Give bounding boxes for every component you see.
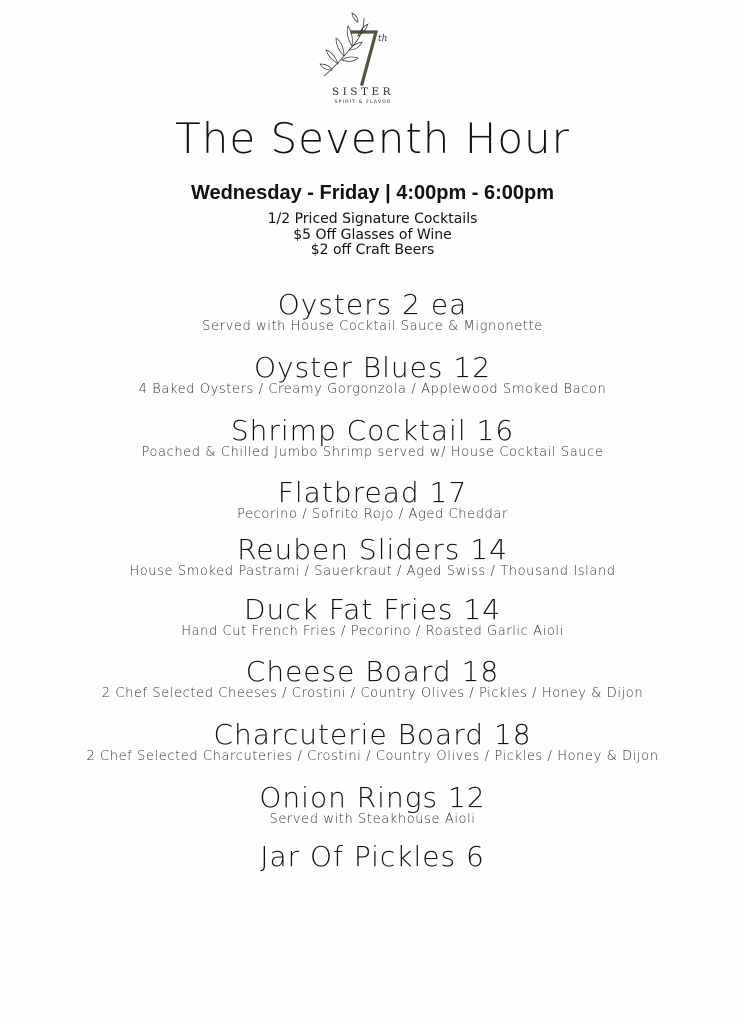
menu-item bbox=[0, 535, 745, 579]
menu-item bbox=[0, 478, 745, 522]
item-name: Onion Rings 12 bbox=[259, 781, 486, 814]
seventh-sister-logo-icon bbox=[318, 12, 408, 90]
deal-item: 1/2 Priced Signature Cocktails bbox=[267, 211, 478, 227]
menu-item bbox=[0, 416, 745, 460]
menu-item bbox=[0, 290, 745, 334]
logo bbox=[318, 12, 408, 110]
item-description: 4 Baked Oysters / Creamy Gorgonzola / Applewood Smoked Bacon bbox=[138, 382, 607, 397]
item-name: Duck Fat Fries 14 bbox=[243, 593, 502, 626]
item-name: Oyster Blues 12 bbox=[253, 351, 492, 384]
page-title: The Seventh Hour bbox=[175, 114, 570, 163]
logo-tagline: SPIRIT & FLAVOR bbox=[334, 100, 392, 105]
deals-list bbox=[0, 212, 745, 259]
item-description: Hand Cut French Fries / Pecorino / Roasted Garlic Aioli bbox=[181, 624, 564, 639]
item-name: Oysters 2 ea bbox=[277, 288, 468, 321]
item-name: Jar Of Pickles 6 bbox=[260, 840, 485, 873]
menu-item bbox=[0, 595, 745, 639]
item-description: Served with Steakhouse Aioli bbox=[269, 812, 476, 827]
item-description: Poached & Chilled Jumbo Shrimp served w/ House Cocktail Sauce bbox=[141, 445, 604, 460]
item-description: House Smoked Pastrami / Sauerkraut / Aged Swiss / Thousand Island bbox=[129, 564, 616, 579]
hours-text: Wednesday - Friday | 4:00pm - 6:00pm bbox=[190, 182, 555, 204]
deal-item: $5 Off Glasses of Wine bbox=[293, 226, 452, 243]
item-description: Served with House Cocktail Sauce & Mignonette bbox=[202, 319, 543, 334]
item-name: Cheese Board 18 bbox=[245, 655, 500, 688]
item-description: 2 Chef Selected Charcuteries / Crostini / Country Olives / Pickles / Honey & Dijon bbox=[86, 749, 659, 764]
menu-item bbox=[0, 720, 745, 764]
item-name: Shrimp Cocktail 16 bbox=[230, 414, 515, 447]
item-name: Reuben Sliders 14 bbox=[237, 533, 508, 566]
item-description: Pecorino / Sofrito Rojo / Aged Cheddar bbox=[237, 507, 508, 522]
item-name: Charcuterie Board 18 bbox=[213, 718, 532, 751]
item-name: Flatbread 17 bbox=[277, 476, 468, 509]
item-description: 2 Chef Selected Cheeses / Crostini / Country Olives / Pickles / Honey & Dijon bbox=[101, 686, 644, 701]
logo-wordmark: SISTER bbox=[331, 86, 395, 98]
logo-superscript: th bbox=[378, 34, 388, 44]
menu-item bbox=[0, 783, 745, 827]
menu-item bbox=[0, 353, 745, 397]
menu-item bbox=[0, 657, 745, 701]
deal-item: $2 off Craft Beers bbox=[310, 242, 435, 258]
menu-item bbox=[0, 842, 745, 872]
